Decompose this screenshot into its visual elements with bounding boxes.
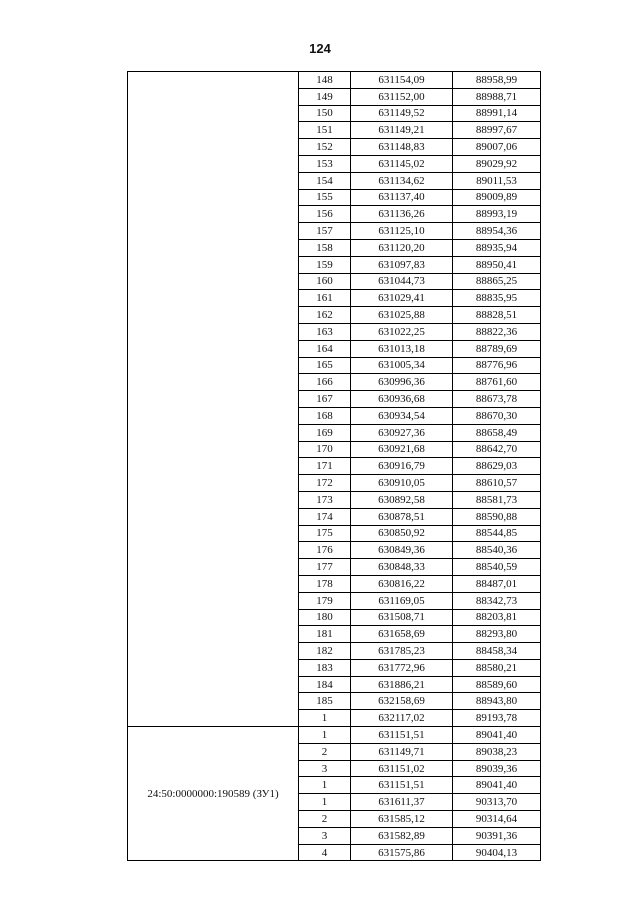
- y-coordinate-cell: 88997,67: [453, 122, 541, 139]
- y-coordinate-cell: 88581,73: [453, 491, 541, 508]
- point-number-cell: 1: [299, 727, 351, 744]
- y-coordinate-cell: 88991,14: [453, 105, 541, 122]
- x-coordinate-cell: 631134,62: [351, 172, 453, 189]
- coordinates-table-body: [128, 72, 541, 861]
- y-coordinate-cell: 89029,92: [453, 155, 541, 172]
- y-coordinate-cell: 88943,80: [453, 693, 541, 710]
- y-coordinate-cell: 88203,81: [453, 609, 541, 626]
- x-coordinate-cell: 630927,36: [351, 424, 453, 441]
- y-coordinate-cell: 88673,78: [453, 391, 541, 408]
- y-coordinate-cell: 88993,19: [453, 206, 541, 223]
- y-coordinate-cell: 90391,36: [453, 827, 541, 844]
- x-coordinate-cell: 631575,86: [351, 844, 453, 861]
- y-coordinate-cell: 88540,36: [453, 542, 541, 559]
- x-coordinate-cell: 630921,68: [351, 441, 453, 458]
- y-coordinate-cell: 88629,03: [453, 458, 541, 475]
- x-coordinate-cell: 631149,52: [351, 105, 453, 122]
- y-coordinate-cell: 88610,57: [453, 475, 541, 492]
- y-coordinate-cell: 88458,34: [453, 643, 541, 660]
- y-coordinate-cell: 89039,36: [453, 760, 541, 777]
- point-number-cell: 158: [299, 239, 351, 256]
- point-number-cell: 167: [299, 391, 351, 408]
- x-coordinate-cell: 631137,40: [351, 189, 453, 206]
- y-coordinate-cell: 89009,89: [453, 189, 541, 206]
- table-row: [128, 72, 541, 89]
- x-coordinate-cell: 631148,83: [351, 139, 453, 156]
- point-number-cell: 164: [299, 340, 351, 357]
- x-coordinate-cell: 631582,89: [351, 827, 453, 844]
- x-coordinate-cell: 630878,51: [351, 508, 453, 525]
- y-coordinate-cell: 88293,80: [453, 626, 541, 643]
- y-coordinate-cell: 89007,06: [453, 139, 541, 156]
- y-coordinate-cell: 88988,71: [453, 88, 541, 105]
- point-number-cell: 3: [299, 827, 351, 844]
- point-number-cell: 1: [299, 794, 351, 811]
- point-number-cell: 173: [299, 491, 351, 508]
- point-number-cell: 153: [299, 155, 351, 172]
- x-coordinate-cell: 631136,26: [351, 206, 453, 223]
- x-coordinate-cell: 632158,69: [351, 693, 453, 710]
- x-coordinate-cell: 630849,36: [351, 542, 453, 559]
- y-coordinate-cell: 88776,96: [453, 357, 541, 374]
- x-coordinate-cell: 631151,02: [351, 760, 453, 777]
- x-coordinate-cell: 631772,96: [351, 659, 453, 676]
- point-number-cell: 2: [299, 743, 351, 760]
- y-coordinate-cell: 89011,53: [453, 172, 541, 189]
- point-number-cell: 181: [299, 626, 351, 643]
- y-coordinate-cell: 90314,64: [453, 811, 541, 828]
- x-coordinate-cell: 631151,51: [351, 777, 453, 794]
- page-number: 124: [309, 41, 331, 56]
- x-coordinate-cell: 631025,88: [351, 307, 453, 324]
- x-coordinate-cell: 631151,51: [351, 727, 453, 744]
- point-number-cell: 178: [299, 575, 351, 592]
- y-coordinate-cell: 88761,60: [453, 374, 541, 391]
- point-number-cell: 2: [299, 811, 351, 828]
- y-coordinate-cell: 88670,30: [453, 407, 541, 424]
- y-coordinate-cell: 88544,85: [453, 525, 541, 542]
- x-coordinate-cell: 631005,34: [351, 357, 453, 374]
- x-coordinate-cell: 630848,33: [351, 559, 453, 576]
- point-number-cell: 3: [299, 760, 351, 777]
- y-coordinate-cell: 88950,41: [453, 256, 541, 273]
- parcel-cadastral-number: 24:50:0000000:190589 (ЗУ1): [128, 727, 299, 861]
- point-number-cell: 157: [299, 223, 351, 240]
- point-number-cell: 150: [299, 105, 351, 122]
- point-number-cell: 185: [299, 693, 351, 710]
- point-number-cell: 172: [299, 475, 351, 492]
- y-coordinate-cell: 90404,13: [453, 844, 541, 861]
- x-coordinate-cell: 631120,20: [351, 239, 453, 256]
- x-coordinate-cell: 630996,36: [351, 374, 453, 391]
- point-number-cell: 171: [299, 458, 351, 475]
- point-number-cell: 177: [299, 559, 351, 576]
- y-coordinate-cell: 88658,49: [453, 424, 541, 441]
- y-coordinate-cell: 88828,51: [453, 307, 541, 324]
- x-coordinate-cell: 630934,54: [351, 407, 453, 424]
- point-number-cell: 162: [299, 307, 351, 324]
- x-coordinate-cell: 631149,71: [351, 743, 453, 760]
- x-coordinate-cell: 631154,09: [351, 72, 453, 89]
- point-number-cell: 1: [299, 710, 351, 727]
- point-number-cell: 165: [299, 357, 351, 374]
- y-coordinate-cell: 88835,95: [453, 290, 541, 307]
- point-number-cell: 183: [299, 659, 351, 676]
- x-coordinate-cell: 631508,71: [351, 609, 453, 626]
- point-number-cell: 176: [299, 542, 351, 559]
- y-coordinate-cell: 88642,70: [453, 441, 541, 458]
- x-coordinate-cell: 631022,25: [351, 323, 453, 340]
- x-coordinate-cell: 631145,02: [351, 155, 453, 172]
- x-coordinate-cell: 630916,79: [351, 458, 453, 475]
- y-coordinate-cell: 89038,23: [453, 743, 541, 760]
- y-coordinate-cell: 88342,73: [453, 592, 541, 609]
- y-coordinate-cell: 88590,88: [453, 508, 541, 525]
- point-number-cell: 166: [299, 374, 351, 391]
- point-number-cell: 170: [299, 441, 351, 458]
- x-coordinate-cell: 631169,05: [351, 592, 453, 609]
- point-number-cell: 184: [299, 676, 351, 693]
- x-coordinate-cell: 631785,23: [351, 643, 453, 660]
- point-number-cell: 1: [299, 777, 351, 794]
- x-coordinate-cell: 631658,69: [351, 626, 453, 643]
- point-number-cell: 4: [299, 844, 351, 861]
- x-coordinate-cell: 631044,73: [351, 273, 453, 290]
- point-number-cell: 180: [299, 609, 351, 626]
- x-coordinate-cell: 631585,12: [351, 811, 453, 828]
- x-coordinate-cell: 631886,21: [351, 676, 453, 693]
- x-coordinate-cell: 630892,58: [351, 491, 453, 508]
- point-number-cell: 151: [299, 122, 351, 139]
- y-coordinate-cell: 89041,40: [453, 777, 541, 794]
- point-number-cell: 174: [299, 508, 351, 525]
- y-coordinate-cell: 88954,36: [453, 223, 541, 240]
- x-coordinate-cell: 631029,41: [351, 290, 453, 307]
- y-coordinate-cell: 88580,21: [453, 659, 541, 676]
- y-coordinate-cell: 88935,94: [453, 239, 541, 256]
- y-coordinate-cell: 90313,70: [453, 794, 541, 811]
- x-coordinate-cell: 631125,10: [351, 223, 453, 240]
- x-coordinate-cell: 630816,22: [351, 575, 453, 592]
- empty-parcel-label-cell: [128, 72, 299, 727]
- point-number-cell: 182: [299, 643, 351, 660]
- point-number-cell: 168: [299, 407, 351, 424]
- x-coordinate-cell: 631149,21: [351, 122, 453, 139]
- point-number-cell: 155: [299, 189, 351, 206]
- x-coordinate-cell: 631013,18: [351, 340, 453, 357]
- point-number-cell: 160: [299, 273, 351, 290]
- y-coordinate-cell: 89041,40: [453, 727, 541, 744]
- x-coordinate-cell: 630936,68: [351, 391, 453, 408]
- point-number-cell: 159: [299, 256, 351, 273]
- x-coordinate-cell: 631152,00: [351, 88, 453, 105]
- x-coordinate-cell: 630850,92: [351, 525, 453, 542]
- x-coordinate-cell: 631611,37: [351, 794, 453, 811]
- point-number-cell: 154: [299, 172, 351, 189]
- point-number-cell: 179: [299, 592, 351, 609]
- x-coordinate-cell: 630910,05: [351, 475, 453, 492]
- point-number-cell: 169: [299, 424, 351, 441]
- y-coordinate-cell: 88589,60: [453, 676, 541, 693]
- coordinates-table: [127, 71, 541, 861]
- y-coordinate-cell: 88958,99: [453, 72, 541, 89]
- y-coordinate-cell: 89193,78: [453, 710, 541, 727]
- y-coordinate-cell: 88487,01: [453, 575, 541, 592]
- point-number-cell: 149: [299, 88, 351, 105]
- y-coordinate-cell: 88822,36: [453, 323, 541, 340]
- point-number-cell: 156: [299, 206, 351, 223]
- point-number-cell: 161: [299, 290, 351, 307]
- y-coordinate-cell: 88789,69: [453, 340, 541, 357]
- x-coordinate-cell: 632117,02: [351, 710, 453, 727]
- point-number-cell: 152: [299, 139, 351, 156]
- point-number-cell: 175: [299, 525, 351, 542]
- y-coordinate-cell: 88540,59: [453, 559, 541, 576]
- point-number-cell: 148: [299, 72, 351, 89]
- table-row: [128, 727, 541, 744]
- x-coordinate-cell: 631097,83: [351, 256, 453, 273]
- y-coordinate-cell: 88865,25: [453, 273, 541, 290]
- point-number-cell: 163: [299, 323, 351, 340]
